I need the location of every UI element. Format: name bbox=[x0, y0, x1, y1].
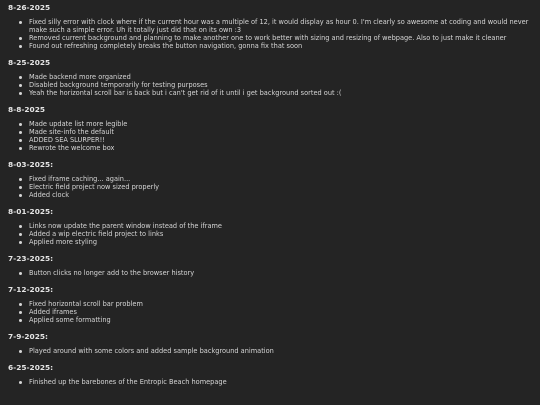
list-item: Made backend more organized bbox=[19, 73, 532, 81]
changelog-entry bbox=[8, 332, 532, 355]
entry-list bbox=[8, 269, 532, 277]
list-item: Yeah the horizontal scroll bar is back but i can't get rid of it until i get background sorted out :( bbox=[19, 89, 532, 97]
list-item: Played around with some colors and added sample background animation bbox=[19, 347, 532, 355]
list-item: Finished up the barebones of the Entropic Beach homepage bbox=[19, 378, 532, 386]
list-item: Applied more styling bbox=[19, 238, 532, 246]
changelog-entry bbox=[8, 105, 532, 152]
list-item: Added clock bbox=[19, 191, 532, 199]
changelog-entry bbox=[8, 3, 532, 50]
list-item: Found out refreshing completely breaks the button navigation, gonna fix that soon bbox=[19, 42, 532, 50]
entry-date: 7-12-2025: bbox=[8, 285, 54, 294]
list-item: Fixed horizontal scroll bar problem bbox=[19, 300, 532, 308]
entry-list bbox=[8, 300, 532, 324]
list-item: Links now update the parent window instead of the iframe bbox=[19, 222, 532, 230]
changelog-entry bbox=[8, 58, 532, 97]
list-item: Fixed iframe caching... again... bbox=[19, 175, 532, 183]
list-item: Added a wip electric field project to links bbox=[19, 230, 532, 238]
changelog-entry bbox=[8, 207, 532, 246]
list-item: Rewrote the welcome box bbox=[19, 144, 532, 152]
entry-list bbox=[8, 378, 532, 386]
list-item: Button clicks no longer add to the browser history bbox=[19, 269, 532, 277]
changelog-entry bbox=[8, 285, 532, 324]
list-item: Added iframes bbox=[19, 308, 532, 316]
entry-date: 6-25-2025: bbox=[8, 363, 54, 372]
entry-date: 7-9-2025: bbox=[8, 332, 48, 341]
changelog-entry bbox=[8, 160, 532, 199]
entry-date: 7-23-2025: bbox=[8, 254, 54, 263]
entry-list bbox=[8, 18, 532, 50]
entry-list bbox=[8, 120, 532, 152]
list-item: Applied some formatting bbox=[19, 316, 532, 324]
entry-list bbox=[8, 347, 532, 355]
changelog-entry bbox=[8, 363, 532, 386]
list-item: ADDED SEA SLURPER!! bbox=[19, 136, 532, 144]
entry-list bbox=[8, 175, 532, 199]
entry-list bbox=[8, 73, 532, 97]
list-item: Removed current background and planning to make another one to work better with sizing and resizing of webpage. Also to just make it cleaner bbox=[19, 34, 532, 42]
list-item: Disabled background temporarily for testing purposes bbox=[19, 81, 532, 89]
entry-date: 8-26-2025 bbox=[8, 3, 51, 12]
list-item: Fixed silly error with clock where if the current hour was a multiple of 12, it would display as hour 0. I'm clearly so awesome at coding and would never make such a simple error. Uh it totally just did that on its own :3 bbox=[19, 18, 532, 34]
list-item: Made site-info the default bbox=[19, 128, 532, 136]
entry-date: 8-01-2025: bbox=[8, 207, 54, 216]
entry-date: 8-8-2025 bbox=[8, 105, 45, 114]
list-item: Made update list more legible bbox=[19, 120, 532, 128]
entry-date: 8-03-2025: bbox=[8, 160, 54, 169]
entry-date: 8-25-2025 bbox=[8, 58, 51, 67]
changelog-entry bbox=[8, 254, 532, 277]
list-item: Electric field project now sized properly bbox=[19, 183, 532, 191]
entry-list bbox=[8, 222, 532, 246]
